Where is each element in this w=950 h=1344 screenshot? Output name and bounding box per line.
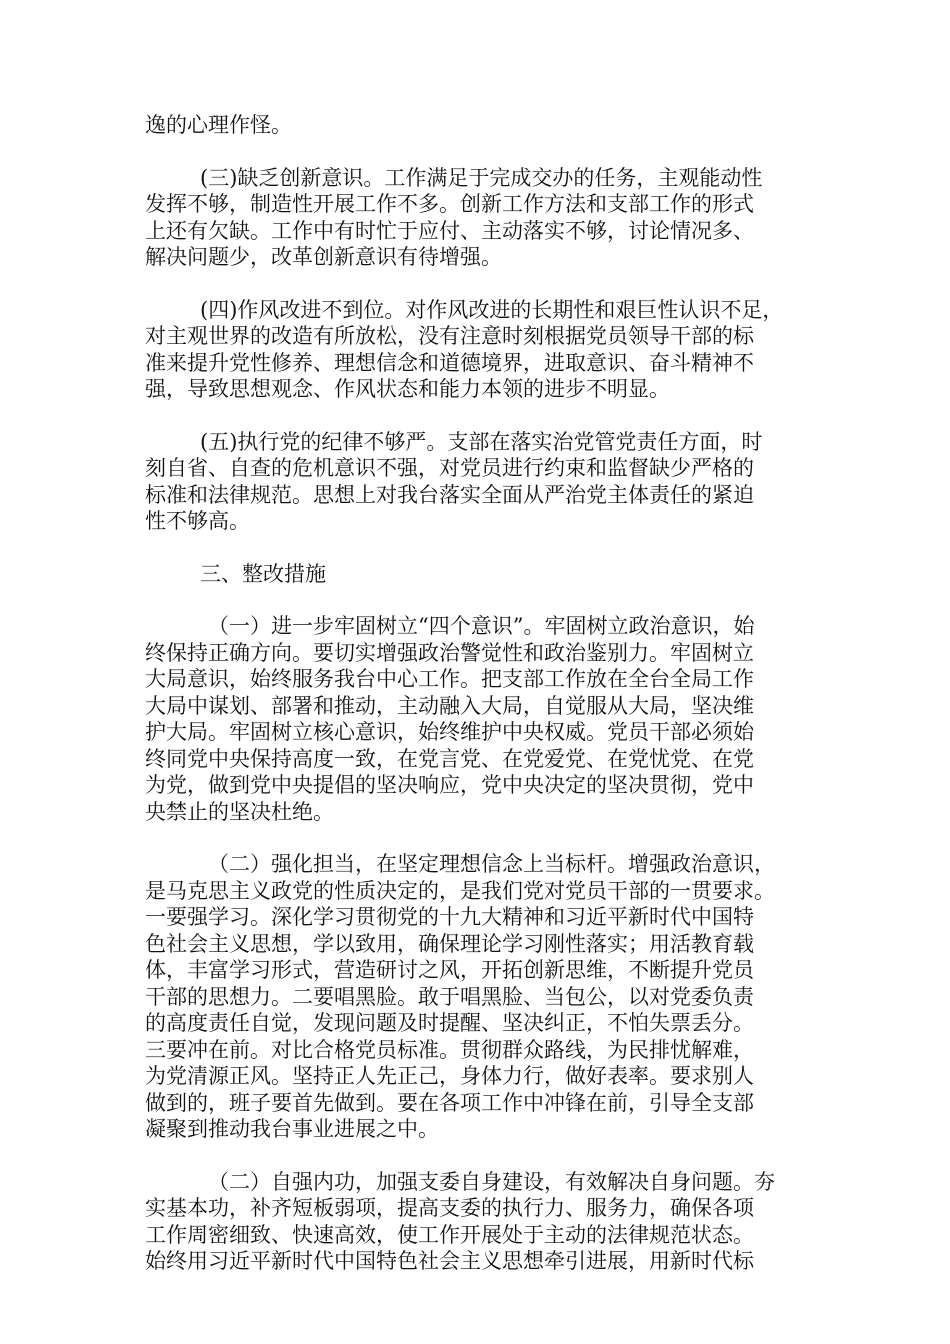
text-line: 是马克思主义政党的性质决定的，是我们党对党员干部的一贯要求。 bbox=[145, 878, 775, 903]
text-line: 实基本功，补齐短板弱项，提高支委的执行力、服务力，确保各项 bbox=[145, 1196, 754, 1220]
text-line: 色社会主义思想，学以致用，确保理论学习刚性落实；用活教育载 bbox=[145, 931, 754, 956]
text-line: 上还有欠缺。工作中有时忙于应付、主动落实不够，讨论情况多、 bbox=[145, 218, 754, 243]
paragraph-discipline bbox=[145, 429, 825, 535]
text-line: 刻自省、自查的危机意识不强，对党员进行约束和监督缺少严格的 bbox=[145, 456, 754, 480]
text-line: 对主观世界的改造有所放松，没有注意时刻根据党员领导干部的标 bbox=[145, 324, 754, 348]
text-line: （一）进一步牢固树立“四个意识”。牢固树立政治意识，始 bbox=[208, 614, 755, 638]
text-line: 为党清源正风。坚持正人先正己，身体力行，做好表率。要求别人 bbox=[145, 1064, 754, 1088]
text-line: （二）自强内功，加强支委自身建设，有效解决自身问题。夯 bbox=[208, 1169, 775, 1194]
text-line: 解决问题少，改革创新意识有待增强。 bbox=[145, 245, 502, 269]
text-line: (四)作风改进不到位。对作风改进的长期性和艰巨性认识不足， bbox=[200, 297, 784, 322]
text-line: (五)执行党的纪律不够严。支部在落实治党管党责任方面，时 bbox=[200, 429, 763, 454]
text-line: 大局意识，始终服务我台中心工作。把支部工作放在全台全局工作 bbox=[145, 667, 754, 691]
text-line: 一要强学习。深化学习贯彻党的十九大精神和习近平新时代中国特 bbox=[145, 905, 754, 929]
text-line: 做到的，班子要首先做到。要在各项工作中冲锋在前，引导全支部 bbox=[145, 1090, 754, 1115]
text-line: 护大局。牢固树立核心意识，始终维护中央权威。党员干部必须始 bbox=[145, 720, 754, 744]
paragraph-four-consciousness bbox=[145, 613, 825, 825]
text-line: 大局中谋划、部署和推动，主动融入大局，自觉服从大局，坚决维 bbox=[145, 693, 754, 718]
text-line: 为党，做到党中央提倡的坚决响应，党中央决定的坚决贯彻，党中 bbox=[145, 773, 754, 797]
text-line: （二）强化担当，在坚定理想信念上当标杆。增强政治意识， bbox=[208, 852, 775, 876]
paragraph-work-style bbox=[145, 297, 825, 403]
text-line: 体，丰富学习形式，营造研讨之风，开拓创新思维，不断提升党员 bbox=[145, 958, 754, 982]
text-line: 央禁止的坚决杜绝。 bbox=[145, 799, 334, 824]
text-line: 逸的心理作怪。 bbox=[145, 113, 292, 137]
text-line: 标准和法律规范。思想上对我台落实全面从严治党主体责任的紧迫 bbox=[145, 482, 754, 507]
section-heading bbox=[145, 561, 825, 588]
text-line: 的高度责任自觉，发现问题及时提醒、坚决纠正，不怕失票丢分。 bbox=[145, 1011, 754, 1035]
paragraph-continuation bbox=[145, 112, 825, 139]
paragraph-self-building bbox=[145, 1169, 825, 1275]
text-line: 终保持正确方向。要切实增强政治警觉性和政治鉴别力。牢固树立 bbox=[145, 640, 754, 665]
text-line: 凝聚到推动我台事业进展之中。 bbox=[145, 1117, 439, 1141]
section-title: 三、整改措施 bbox=[200, 561, 326, 586]
paragraph-responsibility bbox=[145, 851, 825, 1143]
text-line: 始终用习近平新时代中国特色社会主义思想牵引进展，用新时代标 bbox=[145, 1249, 754, 1273]
text-line: 三要冲在前。对比合格党员标准。贯彻群众路线，为民排忧解难， bbox=[145, 1037, 754, 1062]
text-line: 终同党中央保持高度一致，在党言党、在党爱党、在党忧党、在党 bbox=[145, 746, 754, 771]
text-line: 干部的思想力。二要唱黑脸。敢于唱黑脸、当包公，以对党委负责 bbox=[145, 984, 754, 1009]
text-line: (三)缺乏创新意识。工作满足于完成交办的任务，主观能动性 bbox=[200, 165, 763, 190]
text-line: 发挥不够，制造性开展工作不多。创新工作方法和支部工作的形式 bbox=[145, 192, 754, 216]
document-page bbox=[145, 112, 825, 1301]
text-line: 强，导致思想观念、作风状态和能力本领的进步不明显。 bbox=[145, 377, 670, 401]
text-line: 性不够高。 bbox=[145, 509, 250, 533]
text-line: 准来提升党性修养、理想信念和道德境界，进取意识、奋斗精神不 bbox=[145, 350, 754, 375]
paragraph-innovation bbox=[145, 165, 825, 271]
text-line: 工作周密细致、快速高效，使工作开展处于主动的法律规范状态。 bbox=[145, 1222, 754, 1247]
